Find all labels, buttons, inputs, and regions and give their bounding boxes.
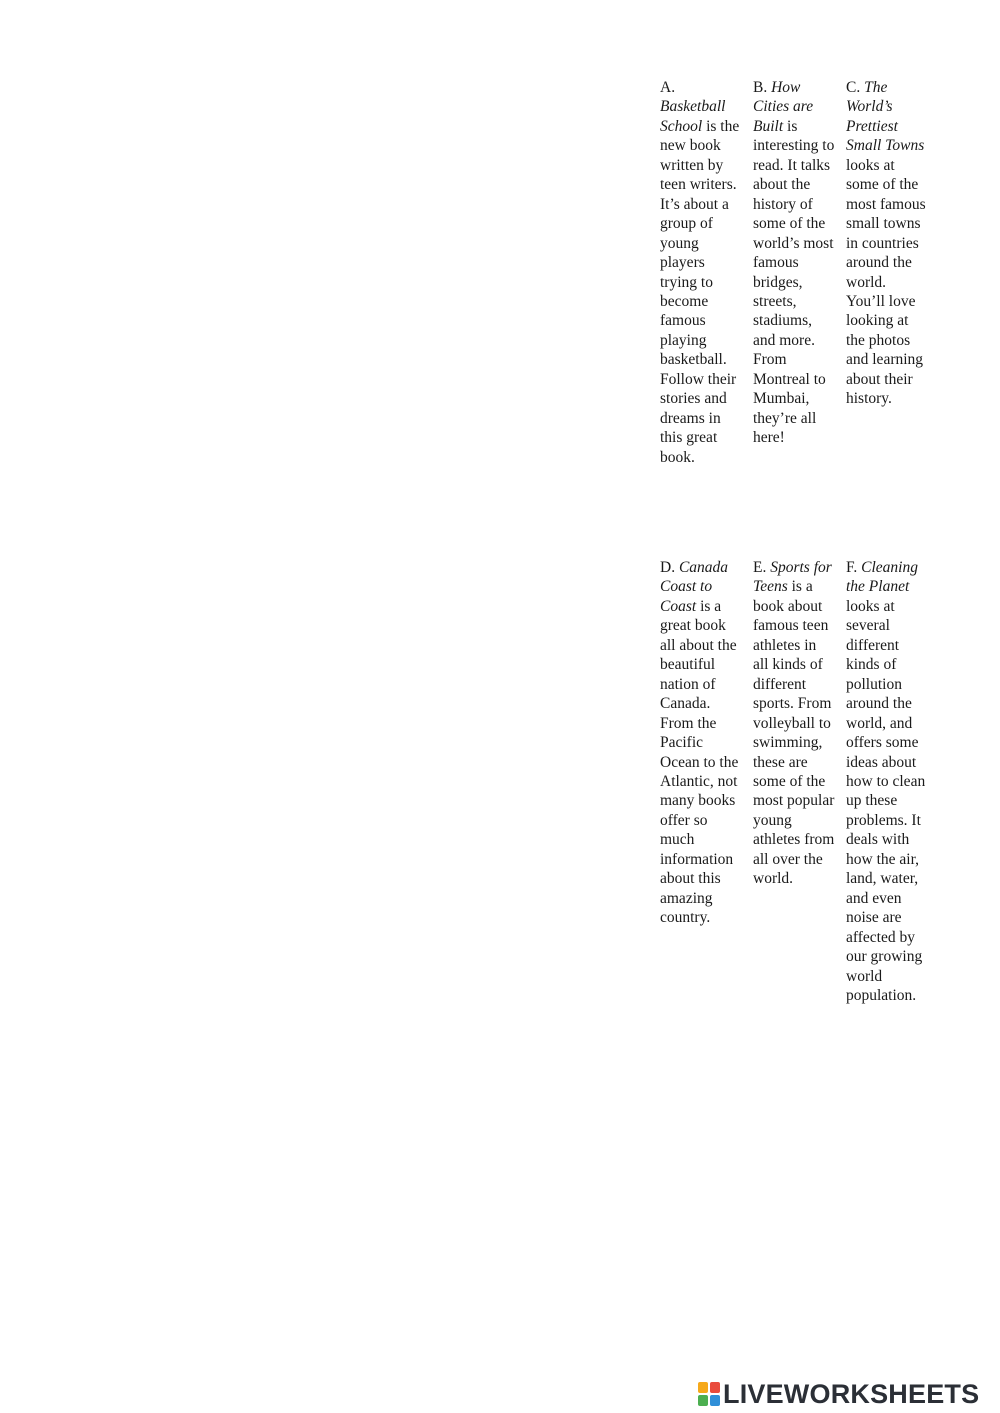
logo-square — [710, 1395, 720, 1406]
book-title: Cleaning the Planet — [846, 559, 918, 596]
entry-f — [846, 558, 928, 1005]
liveworksheets-logo-icon — [698, 1382, 720, 1406]
entry-e — [753, 558, 835, 889]
entry-letter: D. — [660, 559, 676, 576]
entry-text: is a book about famous teen athletes in all kinds of different sports. From volleyball to swimming, these are some of the most popular young athletes from all over the world. — [753, 578, 835, 888]
logo-square — [698, 1395, 708, 1406]
entry-text: is a great book all about the beautiful nation of Canada. From the Pacific Ocean to the Atlantic, not many books offer so much information about this amazing country. — [660, 597, 739, 927]
entry-letter: E. — [753, 559, 767, 576]
book-title: How Cities are Built — [753, 79, 814, 135]
book-title: Basketball School — [660, 98, 726, 135]
entry-letter: F. — [846, 559, 858, 576]
liveworksheets-logo — [698, 1379, 979, 1409]
entry-a — [660, 78, 742, 467]
entry-letter: B. — [753, 79, 768, 96]
logo-text: LIVEWORKSHEETS — [723, 1378, 980, 1409]
logo-square — [698, 1382, 708, 1393]
entry-d — [660, 558, 742, 928]
book-title: Canada Coast to Coast — [660, 559, 729, 615]
entry-text: is the new book written by teen writers. It’s about a group of young players trying to become famous playing basketball. Follow their stories and dreams in this great book. — [660, 117, 740, 466]
book-title: The World’s Prettiest Small Towns — [846, 79, 925, 155]
entry-text: looks at some of the most famous small towns in countries around the world. You’ll love looking at the photos and learning about their history. — [846, 156, 926, 408]
logo-square — [710, 1382, 720, 1393]
entry-letter: C. — [846, 79, 861, 96]
book-title: Sports for Teens — [753, 559, 832, 596]
entry-text: is interesting to read. It talks about the history of some of the world’s most famous bridges, streets, stadiums, and more. From Montreal to Mumbai, they’re all here! — [753, 117, 835, 447]
entry-letter: A. — [660, 79, 676, 96]
entry-text: looks at several different kinds of pollution around the world, and offers some ideas about how to clean up these problems. It deals with how the air, land, water, and even noise are affected by our growing world population. — [846, 597, 926, 1004]
entry-c — [846, 78, 928, 409]
entry-b — [753, 78, 835, 448]
